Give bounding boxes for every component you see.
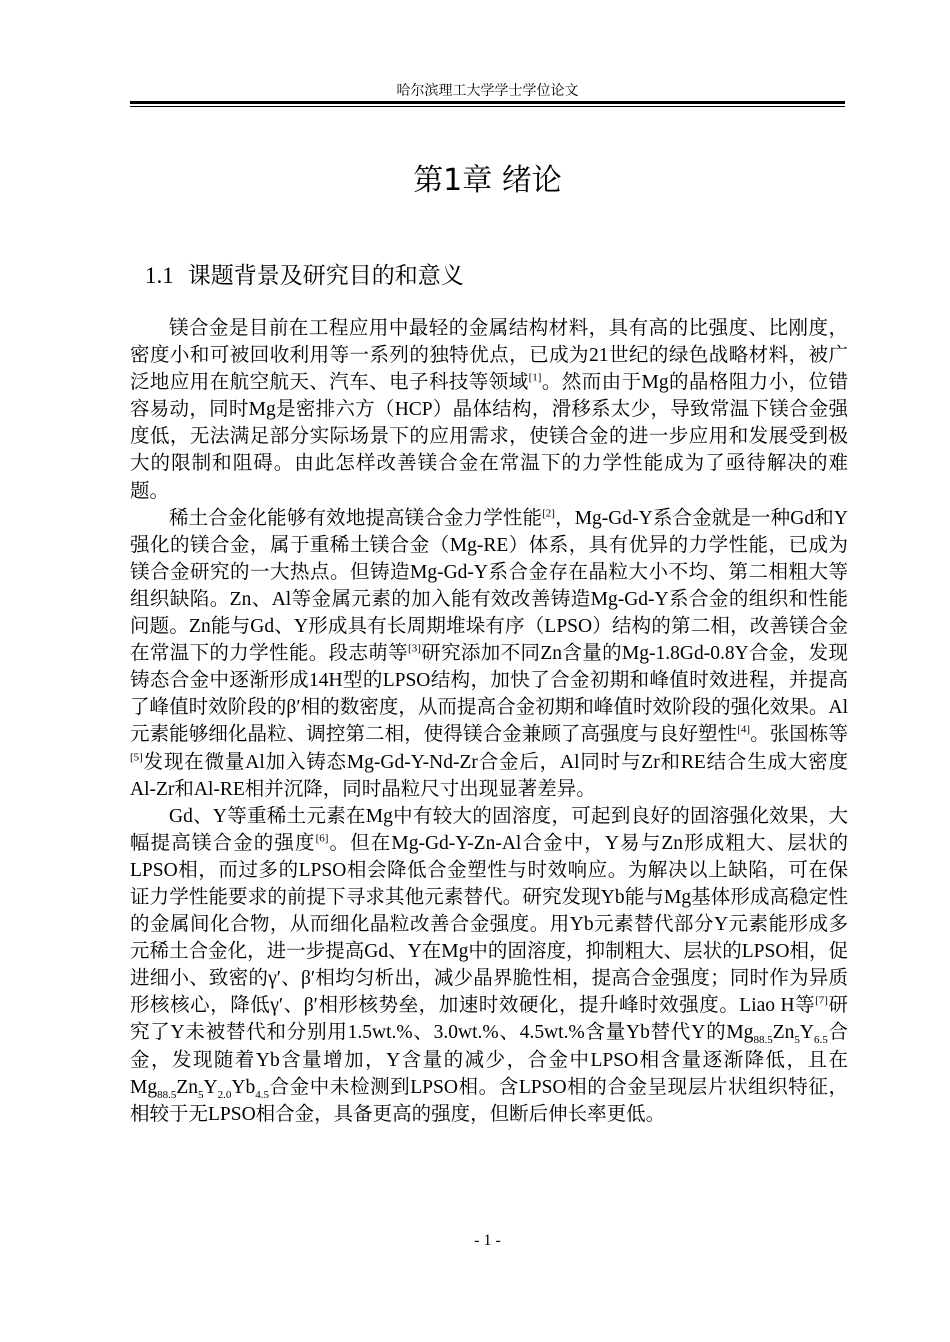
running-header: 哈尔滨理工大学学士学位论文	[396, 83, 579, 99]
paragraph	[130, 505, 848, 803]
subscript: 5	[198, 1088, 204, 1101]
text-run: Zn	[176, 1076, 199, 1098]
text-run: 合金，发现随着Yb含量增加，Y含量的减少，合金中LPSO相含量逐渐降低，且在Mg	[130, 1022, 848, 1098]
chapter-title: 第1章 绪论	[413, 163, 562, 198]
subscript: 4.5	[255, 1088, 269, 1101]
paragraph	[130, 803, 848, 1128]
text-run: Yb	[231, 1076, 256, 1098]
section-number: 1.1	[145, 263, 174, 288]
text-run: Y	[799, 1022, 814, 1044]
text-run: Y	[203, 1076, 218, 1098]
citation-marker: [5]	[130, 751, 143, 763]
citation-marker: [7]	[815, 994, 828, 1007]
text-run: 发现在微量Al加入铸态Mg-Gd-Y-Nd-Zr合金后，Al同时与Zr和RE结合生成大密度Al-Zr和Al-RE相并沉降，同时晶粒尺寸出现显著差异。	[130, 751, 848, 800]
subscript: 5	[794, 1034, 800, 1047]
text-run: ，Mg-Gd-Y系合金就是一种Gd和Y强化的镁合金，属于重稀土镁合金（Mg-RE）体系，具有优异的力学性能，已成为镁合金研究的一大热点。但铸造Mg-Gd-Y系合金存在晶粒大小不均、第二相粗大等组织缺陷。Zn、Al等金属元素的加入能有效改善铸造Mg-Gd-Y系合金的组织和性能问题。Zn能与Gd、Y形成具有长周期堆垛有序（LPSO）结构的第二相，改善镁合金在常温下的力学性能。段志萌等	[130, 507, 848, 665]
subscript: 88.5	[157, 1088, 177, 1101]
text-run: 。张国栋等	[750, 724, 848, 746]
body-text	[130, 315, 848, 1128]
header-rule-thin	[130, 106, 845, 107]
citation-marker: [2]	[542, 507, 555, 520]
text-run: 研究了Y未被替代和分别用1.5wt.%、3.0wt.%、4.5wt.%含量Yb替代Y的Mg	[130, 995, 848, 1044]
paragraph	[130, 315, 848, 505]
header-rule	[130, 101, 845, 104]
citation-marker: [3]	[408, 642, 421, 655]
subscript: 6.5	[813, 1034, 828, 1047]
citation-marker: [1]	[528, 371, 542, 384]
section-heading	[145, 257, 464, 290]
citation-marker: [4]	[737, 723, 751, 736]
section-title: 课题背景及研究目的和意义	[187, 263, 464, 289]
citation-marker: [6]	[315, 832, 329, 845]
text-run: 稀土合金化能够有效地提高镁合金力学性能	[169, 507, 543, 529]
text-run: Zn	[772, 1022, 795, 1044]
text-run: 合金中未检测到LPSO相。含LPSO相的合金呈现层片状组织特征，相较于无LPSO相合金，具备更高的强度，但断后伸长率更低。	[130, 1076, 848, 1125]
text-run: Gd、Y等重稀土元素在Mg中有较大的固溶度，可起到良好的固溶强化效果，大幅提高镁合金的强度	[130, 805, 848, 854]
subscript: 2.0	[217, 1088, 232, 1101]
text-run: 。然而由于Mg的晶格阻力小，位错容易动，同时Mg是密排六方（HCP）晶体结构，滑移系太少，导致常温下镁合金强度低，无法满足部分实际场景下的应用需求，使镁合金的进一步应用和发展受到极大的限制和阻碍。由此怎样改善镁合金在常温下的力学性能成为了亟待解决的难题。	[130, 372, 848, 502]
page-number: - 1 -	[474, 1232, 501, 1249]
text-run: 镁合金是目前在工程应用中最轻的金属结构材料，具有高的比强度、比刚度，密度小和可被回收利用等一系列的独特优点，已成为21世纪的绿色战略材料，被广泛地应用在航空航天、汽车、电子科技等领域	[130, 318, 848, 394]
text-run: 。但在Mg-Gd-Y-Zn-Al合金中，Y易与Zn形成粗大、层状的LPSO相，而过多的LPSO相会降低合金塑性与时效响应。为解决以上缺陷，可在保证力学性能要求的前提下寻求其他元素替代。研究发现Yb能与Mg基体形成高稳定性的金属间化合物，从而细化晶粒改善合金强度。用Yb元素替代部分Y元素能形成多元稀土合金化，进一步提高Gd、Y在Mg中的固溶度，抑制粗大、层状的LPSO相，促进细小、致密的γ′、β′相均匀析出，减少晶界脆性相，提高合金强度；同时作为异质形核核心，降低γ′、β′相形核势垒，加速时效硬化，提升峰时效强度。Liao H等	[130, 832, 848, 1017]
text-run: 研究添加不同Zn含量的Mg-1.8Gd-0.8Y合金，发现铸态合金中逐渐形成14H型的LPSO结构，加快了合金初期和峰值时效进程，并提高了峰值时效阶段的β′相的数密度，从而提高合金初期和峰值时效阶段的强化效果。Al元素能够细化晶粒、调控第二相，使得镁合金兼顾了高强度与良好塑性	[130, 643, 848, 746]
subscript: 88.5	[753, 1034, 773, 1047]
